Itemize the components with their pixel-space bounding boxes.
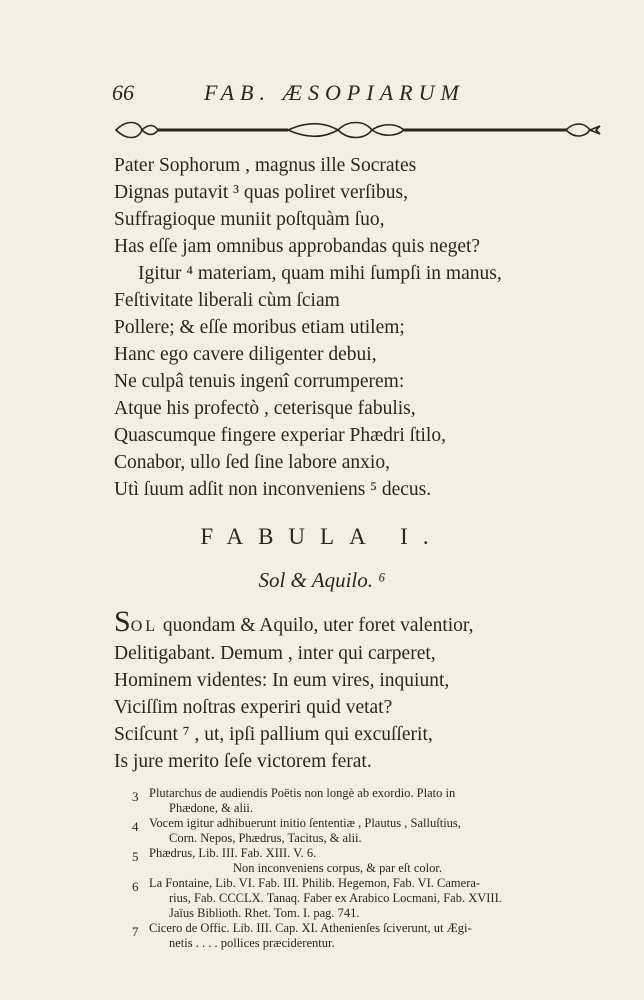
verse-line: Is jure merito ſeſe victorem ferat. [114, 751, 372, 772]
verse-line: Pater Sophorum , magnus ille Socrates [114, 155, 417, 176]
verse-line: Suffragioque muniit poſtquàm ſuo, [114, 209, 385, 230]
drop-cap: S [114, 605, 131, 638]
preface-verse [114, 152, 574, 503]
small-caps-word: OL [130, 618, 159, 635]
verse-line: Igitur ⁴ materiam, quam mihi ſumpſi in manus, [138, 263, 502, 284]
footnote-line: Non inconveniens corpus, & par eſt color. [233, 861, 442, 875]
verse-line: Ne culpâ tenuis ingenî corrumperem: [114, 371, 405, 392]
verse-line: Hominem videntes: In eum vires, inquiunt, [114, 670, 450, 691]
verse-line: Conabor, ullo ſed ſine labore anxio, [114, 452, 390, 473]
fable-subtitle: Sol & Aquilo. ⁶ [258, 568, 386, 592]
footnote-number: 6 [132, 879, 139, 894]
footnote-line: Corn. Nepos, Phædrus, Tacitus, & alii. [169, 831, 362, 845]
footnote-number: 7 [132, 924, 139, 939]
fable-first-line [114, 605, 574, 640]
verse-line: Viciſſim noſtras experiri quid vetat? [114, 697, 393, 718]
verse-line: Has eſſe jam omnibus approbandas quis neget? [114, 236, 481, 257]
verse-line: Feſtivitate liberali cùm ſciam [114, 290, 340, 311]
running-title: FAB. ÆSOPIARUM [204, 80, 465, 105]
footnote-line: Jaïus Biblioth. Rhet. Tom. I. pag. 741. [169, 906, 360, 920]
footnote [132, 786, 622, 816]
footnote-number: 4 [132, 819, 139, 834]
footnote [132, 846, 622, 876]
ornamental-divider [112, 118, 602, 142]
footnote-line: Phædone, & alii. [169, 801, 254, 815]
verse-line: Pollere; & eſſe moribus etiam utilem; [114, 317, 405, 338]
fable-title: FABULA I. [200, 524, 444, 549]
footnote-line: Phædrus, Lib. III. Fab. XIII. V. 6. [149, 846, 317, 860]
verse-line: Sciſcunt ⁷ , ut, ipſi pallium qui excuſſerit, [114, 724, 433, 745]
footnote-line: netis . . . . pollices præciderentur. [169, 936, 335, 950]
page-header [108, 80, 528, 112]
fable-first-line-rest: quondam & Aquilo, uter foret valentior, [158, 615, 474, 636]
footnote-line: rius, Fab. CCCLX. Tanaq. Faber ex Arabico Locmani, Fab. XVIII. [169, 891, 502, 905]
fable-verse [114, 605, 574, 775]
footnote-line: Plutarchus de audiendis Poëtis non longè ab exordio. Plato in [149, 786, 456, 800]
footnote [132, 921, 622, 951]
footnote-number: 3 [132, 789, 139, 804]
footnote [132, 816, 622, 846]
footnote-line: Cicero de Offic. Lib. III. Cap. XI. Athenienſes ſciverunt, ut Ægi- [149, 921, 472, 935]
page-number: 66 [112, 80, 134, 105]
verse-line: Quascumque fingere experiar Phædri ſtilo, [114, 425, 446, 446]
footnote-number: 5 [132, 849, 139, 864]
footnotes [132, 786, 622, 951]
footnote [132, 876, 622, 921]
verse-line: Hanc ego cavere diligenter debui, [114, 344, 377, 365]
verse-line: Delitigabant. Demum , inter qui carperet, [114, 643, 436, 664]
footnote-line: La Fontaine, Lib. VI. Fab. III. Philib. Hegemon, Fab. VI. Camera- [149, 876, 481, 890]
footnote-line: Vocem igitur adhibuerunt initio ſententiæ , Plautus , Salluſtius, [149, 816, 461, 830]
verse-line: Atque his profectò , ceterisque fabulis, [114, 398, 416, 419]
verse-line: Utì ſuum adſit non inconveniens ⁵ decus. [114, 479, 432, 500]
verse-line: Dignas putavit ³ quas poliret verſibus, [114, 182, 408, 203]
